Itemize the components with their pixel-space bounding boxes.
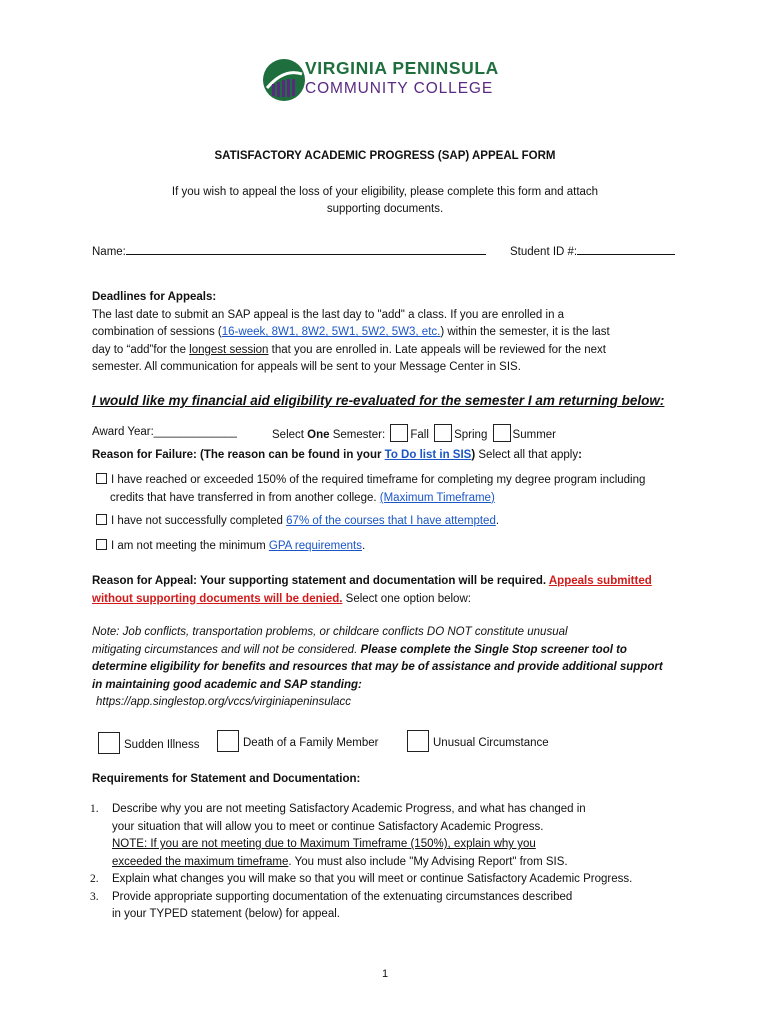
requirements-list [90, 801, 740, 924]
appeal-warning: Appeals submitted [548, 575, 652, 587]
appeal-instruction: Select one option below: [342, 592, 471, 605]
intro-line-1: If you wish to appeal the loss of your eligibility, please complete this form and attach [171, 186, 599, 198]
intro-line-2: supporting documents. [326, 203, 444, 215]
requirement-item-1 [90, 801, 740, 871]
failure-option-text: I have not successfully completed [111, 515, 287, 527]
requirement-text: Provide appropriate supporting documentation of the extenuating circumstances described [112, 890, 573, 903]
student-id-row [510, 242, 675, 258]
summer-checkbox[interactable] [493, 424, 511, 442]
select-text: Select [272, 429, 308, 441]
semester-select-row [272, 424, 556, 442]
requirement-item-2 [90, 871, 740, 889]
item-number: 3. [90, 890, 99, 903]
summer-label: Summer [512, 429, 556, 441]
student-id-input-line[interactable] [577, 242, 675, 255]
sudden-illness-checkbox[interactable] [98, 732, 120, 754]
completion-rate-checkbox[interactable] [96, 514, 107, 525]
failure-option-text: . [361, 540, 366, 552]
select-one-text: One [307, 429, 330, 441]
deadlines-line-2 [92, 324, 732, 342]
logo-line-2: COMMUNITY COLLEGE [305, 80, 494, 97]
sessions-link[interactable]: 16-week, 8W1, 8W2, 5W1, 5W2, 5W3, etc. [221, 326, 441, 338]
appeal-option-sudden-illness [98, 732, 199, 754]
item-number: 2. [90, 873, 99, 885]
todo-list-link[interactable]: To Do list in SIS [384, 449, 472, 461]
failure-option-text: I have reached or exceeded 150% of the required timeframe for completing my degree program including [111, 474, 646, 486]
completion-rate-link[interactable]: 67% of the courses that I have attempted [286, 515, 496, 527]
name-input-line[interactable] [126, 242, 486, 255]
requirements-heading: Requirements for Statement and Documentation: [92, 773, 361, 785]
death-family-checkbox[interactable] [217, 730, 239, 752]
deadlines-section [92, 289, 732, 377]
deadlines-text: combination of sessions ( [92, 326, 222, 338]
logo-line-1: VIRGINIA PENINSULA [305, 58, 499, 78]
deadlines-text: that you are enrolled in. Late appeals will be reviewed for the next [268, 343, 606, 356]
death-family-label: Death of a Family Member [243, 737, 379, 749]
note-line: determine eligibility for benefits and resources that may be of assistance and provide additional support [92, 661, 663, 673]
requirement-text: . You must also include "My Advising Report" from SIS. [288, 855, 568, 868]
spring-label: Spring [454, 429, 488, 441]
requirement-text: Explain what changes you will make so that you will meet or continue Satisfactory Academic Progress. [112, 873, 633, 885]
gpa-checkbox[interactable] [96, 539, 107, 550]
note-line: Please complete the Single Stop screener tool to [360, 643, 627, 656]
reevaluate-heading: I would like my financial aid eligibility re-evaluated for the semester I am returning below: [92, 393, 665, 408]
fall-checkbox[interactable] [390, 424, 408, 442]
failure-option-text: . [495, 515, 500, 527]
appeal-note [92, 624, 732, 712]
failure-label-text: Reason for Failure: (The reason can be found in your [92, 449, 385, 461]
sudden-illness-label: Sudden Illness [124, 739, 200, 751]
note-line: Note: Job conflicts, transportation problems, or childcare conflicts DO NOT constitute unusual [92, 626, 568, 638]
failure-label-text: : [578, 449, 582, 461]
form-intro [0, 184, 770, 218]
fall-label: Fall [410, 429, 429, 441]
appeal-option-unusual [407, 730, 549, 752]
requirement-text: Describe why you are not meeting Satisfactory Academic Progress, and what has changed in [112, 803, 586, 815]
failure-option-1 [96, 472, 736, 507]
deadlines-line-4: semester. All communication for appeals will be sent to your Message Center in SIS. [92, 361, 521, 373]
failure-option-text: I am not meeting the minimum [111, 540, 269, 552]
form-title: SATISFACTORY ACADEMIC PROGRESS (SAP) APPEAL FORM [214, 150, 556, 162]
failure-label [92, 449, 582, 461]
award-year-row [92, 426, 237, 438]
failure-label-text: ) [471, 449, 476, 461]
unusual-circumstance-label: Unusual Circumstance [433, 737, 549, 749]
note-line: mitigating circumstances and will not be considered. [92, 643, 361, 656]
award-year-label[interactable]: Award Year:_____________ [92, 426, 237, 438]
appeal-option-death [217, 730, 379, 752]
name-field-row [92, 242, 486, 258]
item-number: 1. [90, 803, 99, 815]
max-timeframe-checkbox[interactable] [96, 473, 107, 484]
requirement-item-3 [90, 889, 740, 924]
appeal-section [92, 573, 732, 608]
requirement-text: NOTE: If you are not meeting due to Maximum Timeframe (150%), explain why you [112, 838, 536, 850]
failure-option-2 [96, 514, 499, 527]
singlestop-url[interactable]: https://app.singlestop.org/vccs/virginiapeninsulacc [96, 696, 352, 708]
note-line: in maintaining good academic and SAP standing: [92, 678, 362, 691]
deadlines-heading: Deadlines for Appeals: [92, 291, 217, 303]
spring-checkbox[interactable] [434, 424, 452, 442]
failure-option-3 [96, 539, 365, 552]
appeal-label: Reason for Appeal: Your supporting statement and documentation will be required. [92, 575, 549, 587]
requirement-text: your situation that will allow you to meet or continue Satisfactory Academic Progress. [112, 820, 544, 833]
select-text: Semester: [329, 429, 386, 441]
page-number: 1 [381, 968, 389, 980]
deadlines-text: ) within the semester, it is the last [440, 326, 610, 338]
name-label: Name: [92, 246, 126, 258]
max-timeframe-link[interactable]: (Maximum Timeframe) [379, 491, 495, 504]
deadlines-line-1: The last date to submit an SAP appeal is the last day to "add" a class. If you are enrolled in a [92, 308, 565, 321]
unusual-circumstance-checkbox[interactable] [407, 730, 429, 752]
logo-emblem-icon [262, 58, 306, 102]
gpa-requirements-link[interactable]: GPA requirements [268, 540, 362, 552]
failure-option-text: credits that have transferred in from another college. [110, 491, 380, 504]
deadlines-line-3 [92, 342, 732, 360]
requirement-text: in your TYPED statement (below) for appeal. [112, 908, 340, 920]
student-id-label: Student ID #: [510, 246, 578, 258]
deadlines-text: day to “add”for the [92, 343, 190, 356]
longest-session-text: longest session [189, 343, 269, 356]
failure-label-text: Select all that apply [475, 449, 579, 461]
requirement-text: exceeded the maximum timeframe [112, 855, 289, 868]
appeal-warning: without supporting documents will be denied. [92, 592, 343, 605]
